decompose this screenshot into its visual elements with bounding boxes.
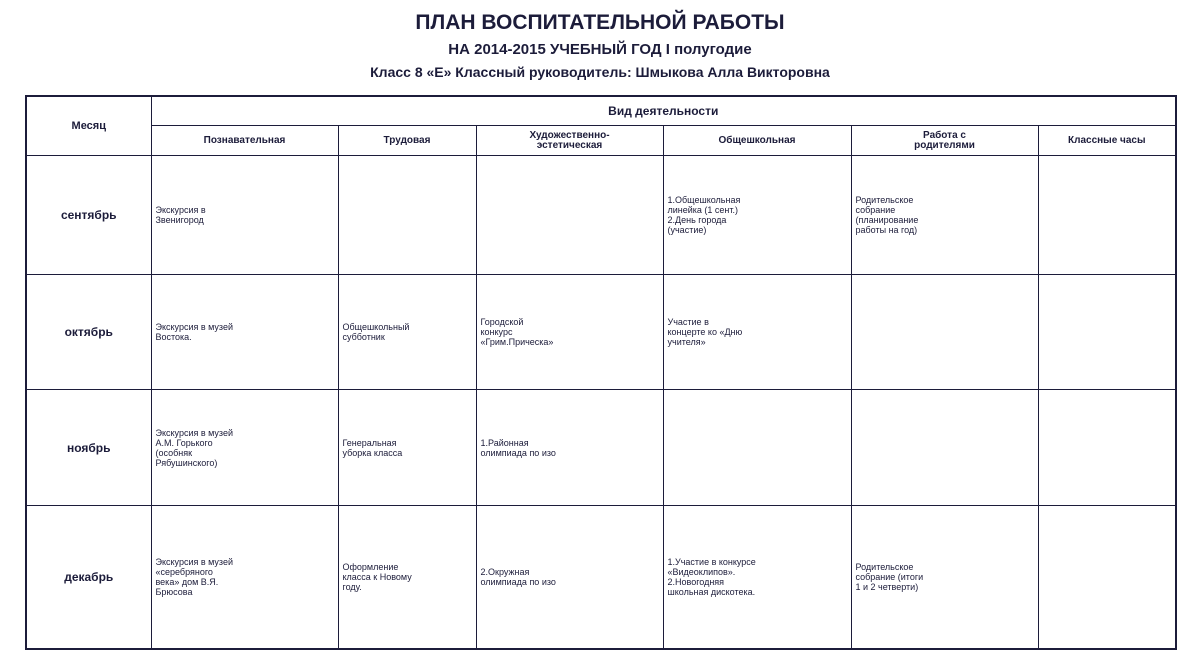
month-column-header: Месяц	[26, 96, 151, 155]
column-header-labor: Трудовая	[338, 126, 476, 155]
table-cell: Генеральная уборка класса	[338, 390, 476, 505]
activity-type-header: Вид деятельности	[151, 96, 1176, 126]
class-teacher-line: Класс 8 «Е» Классный руководитель: Шмыкова Алла Викторовна	[370, 64, 830, 80]
table-cell	[851, 390, 1038, 505]
column-header-school-wide: Общешкольная	[663, 126, 851, 155]
table-row-december	[26, 505, 1176, 649]
table-cell: Оформление класса к Новому году.	[338, 505, 476, 649]
month-cell: ноябрь	[26, 390, 151, 505]
plan-table	[25, 95, 1177, 650]
table-cell: Родительское собрание (планирование работы на год)	[851, 155, 1038, 274]
table-cell: Экскурсия в музей А.М. Горького (особняк Рябушинского)	[151, 390, 338, 505]
table-cell	[1038, 505, 1176, 649]
table-cell: 1.Общешкольная линейка (1 сент.) 2.День города (участие)	[663, 155, 851, 274]
table-cell	[1038, 390, 1176, 505]
table-cell: Экскурсия в музей Востока.	[151, 275, 338, 390]
month-cell: сентябрь	[26, 155, 151, 274]
column-header-parents: Работа с родителями	[851, 126, 1038, 155]
table-cell: 1.Районная олимпиада по изо	[476, 390, 663, 505]
table-cell: 1.Участие в конкурсе «Видеоклипов». 2.Новогодняя школьная дискотека.	[663, 505, 851, 649]
column-header-class-hours: Классные часы	[1038, 126, 1176, 155]
column-header-artistic: Художественно- эстетическая	[476, 126, 663, 155]
table-cell	[1038, 275, 1176, 390]
column-header-cognitive: Познавательная	[151, 126, 338, 155]
table-cell: Родительское собрание (итоги 1 и 2 четверти)	[851, 505, 1038, 649]
table-cell	[663, 390, 851, 505]
table-cell	[476, 155, 663, 274]
table-row-september	[26, 155, 1176, 274]
table-cell: Экскурсия в Звенигород	[151, 155, 338, 274]
table-cell: 2.Окружная олимпиада по изо	[476, 505, 663, 649]
table-cell: Общешкольный субботник	[338, 275, 476, 390]
table-row-november	[26, 390, 1176, 505]
table-cell: Участие в концерте ко «Дню учителя»	[663, 275, 851, 390]
table-cell: Городской конкурс «Грим.Прическа»	[476, 275, 663, 390]
table-cell: Экскурсия в музей «серебряного века» дом В.Я. Брюсова	[151, 505, 338, 649]
table-cell	[851, 275, 1038, 390]
month-cell: октябрь	[26, 275, 151, 390]
table-cell	[338, 155, 476, 274]
document-title: ПЛАН ВОСПИТАТЕЛЬНОЙ РАБОТЫ	[415, 11, 785, 34]
month-cell: декабрь	[26, 505, 151, 649]
table-row-october	[26, 275, 1176, 390]
table-cell	[1038, 155, 1176, 274]
document-subtitle: НА 2014-2015 УЧЕБНЫЙ ГОД I полугодие	[448, 41, 752, 58]
